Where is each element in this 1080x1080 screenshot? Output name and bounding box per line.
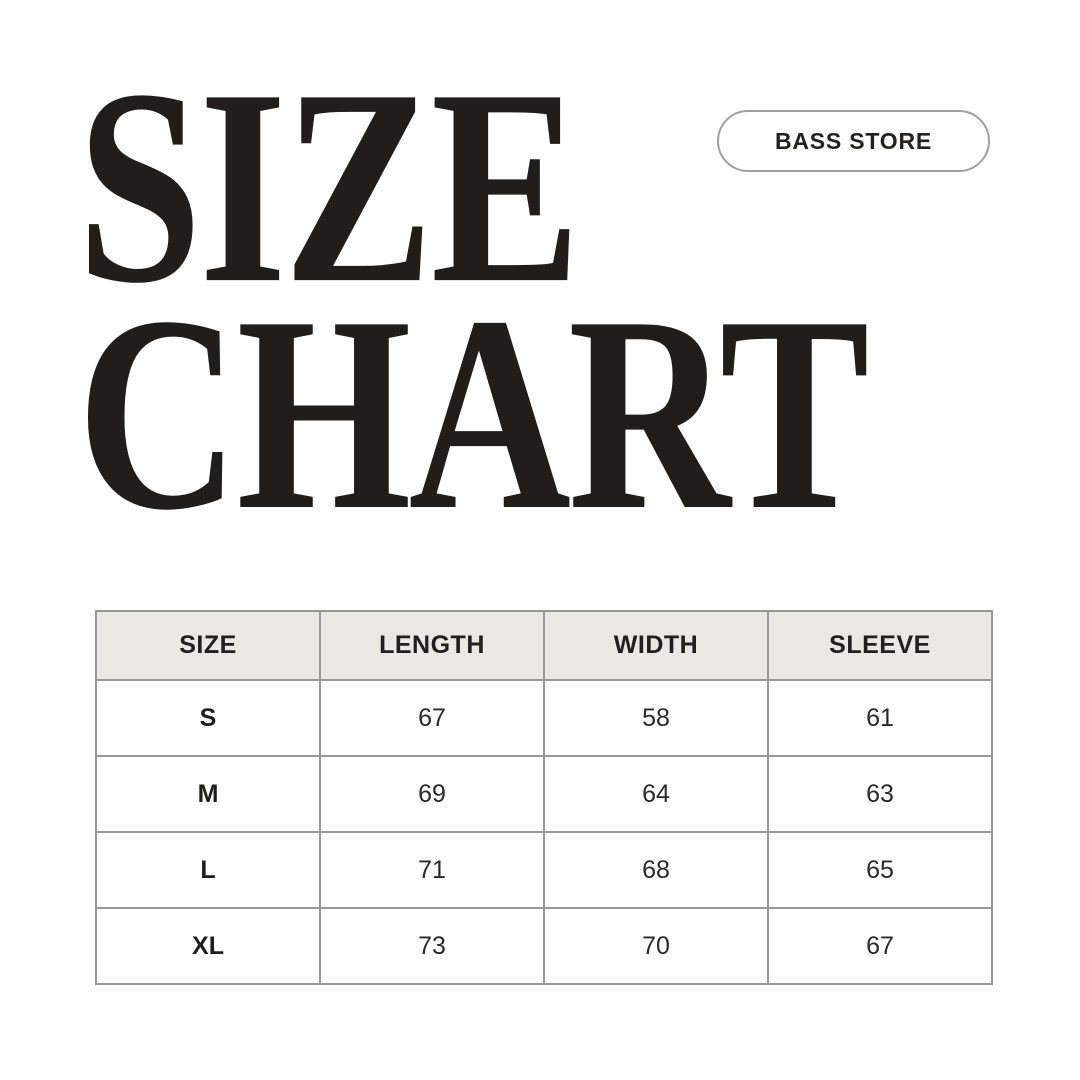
cell-sleeve-s: 61 — [768, 680, 992, 756]
cell-length-m: 69 — [320, 756, 544, 832]
table-row-l — [96, 832, 992, 908]
cell-length-s: 67 — [320, 680, 544, 756]
cell-length-l: 71 — [320, 832, 544, 908]
cell-sleeve-m: 63 — [768, 756, 992, 832]
col-header-size: SIZE — [96, 611, 320, 680]
cell-sleeve-xl: 67 — [768, 908, 992, 984]
col-header-sleeve: SLEEVE — [768, 611, 992, 680]
col-header-width: WIDTH — [544, 611, 768, 680]
cell-width-s: 58 — [544, 680, 768, 756]
store-badge — [717, 110, 990, 172]
table-row-xl — [96, 908, 992, 984]
col-header-length: LENGTH — [320, 611, 544, 680]
cell-length-xl: 73 — [320, 908, 544, 984]
cell-width-xl: 70 — [544, 908, 768, 984]
title-line-size: SIZE — [77, 30, 578, 341]
table-row-s — [96, 680, 992, 756]
title-line-chart: CHART — [77, 257, 867, 568]
size-table — [95, 610, 993, 985]
cell-size-m: M — [96, 756, 320, 832]
cell-width-l: 68 — [544, 832, 768, 908]
table-header-row — [96, 611, 992, 680]
cell-size-l: L — [96, 832, 320, 908]
table-row-m — [96, 756, 992, 832]
cell-width-m: 64 — [544, 756, 768, 832]
cell-size-xl: XL — [96, 908, 320, 984]
cell-sleeve-l: 65 — [768, 832, 992, 908]
cell-size-s: S — [96, 680, 320, 756]
store-badge-label: BASS STORE — [774, 127, 933, 154]
